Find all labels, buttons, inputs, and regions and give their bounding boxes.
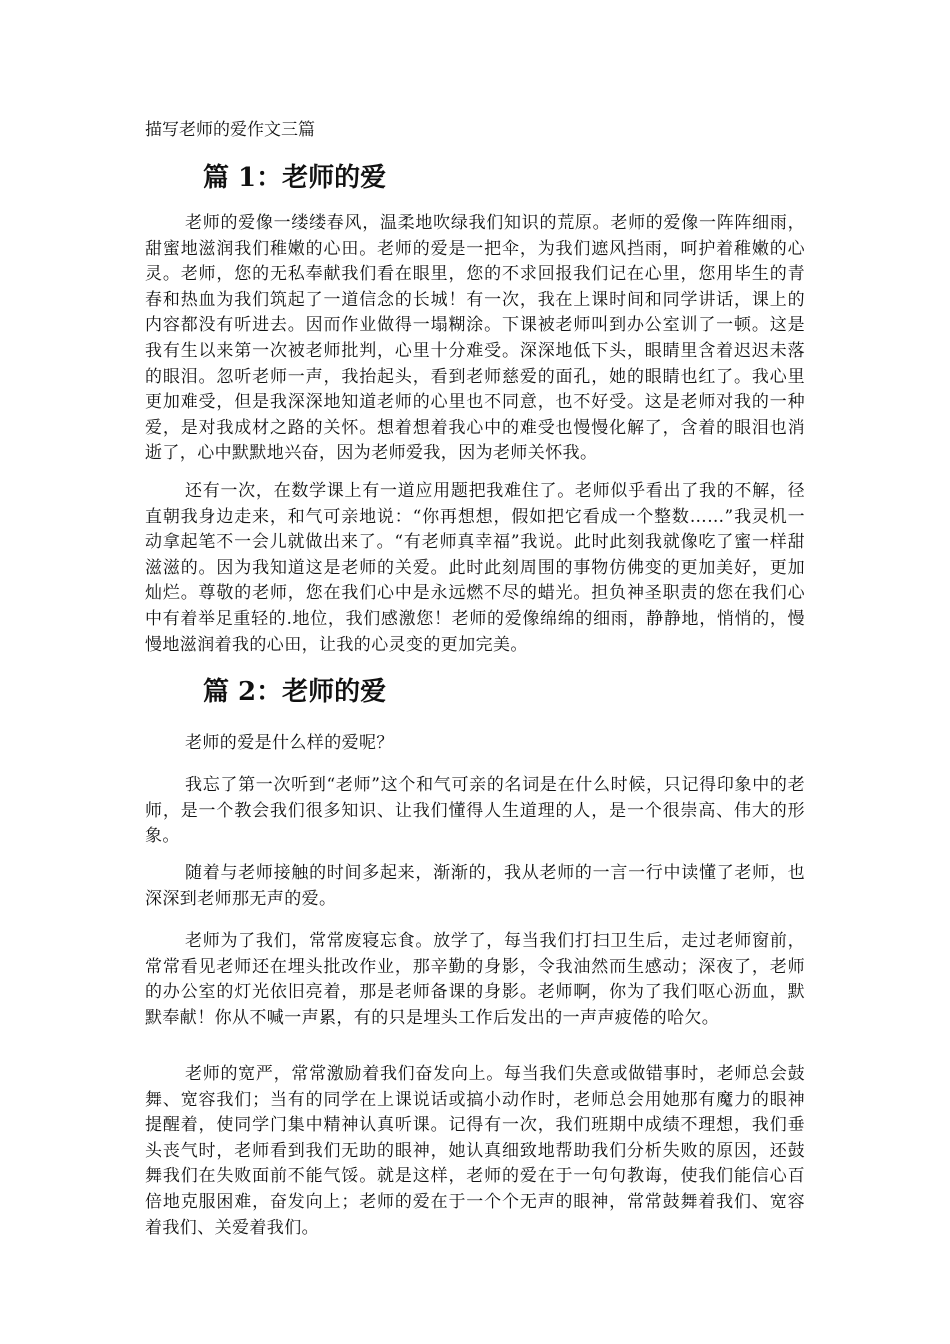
section-heading-2: 篇 2：老师的爱 [203,677,387,707]
section-2-paragraph-1: 老师的爱是什么样的爱呢？ [185,733,394,753]
section-2-paragraph-5: 老师的宽严，常常激励着我们奋发向上。每当我们失意或做错事时，老师总会鼓舞、宽容我们；当有的同学在上课说话或搞小动作时，老师总会用她那有魔力的眼神提醒着，使同学门集中精神认真听课。记得有一次，我们班期中成绩不理想，我们垂头丧气时，老师看到我们无助的眼神，她认真细致地帮助我们分析失败的原因，还鼓舞我们在失败面前不能气馁。就是这样，老师的爱在于一句句教诲，使我们能信心百倍地克服困难，奋发向上；老师的爱在于一个个无声的眼神，常常鼓舞着我们、宽容着我们、关爱着我们。 [145,1064,805,1238]
section-2-paragraph-3: 随着与老师接触的时间多起来，渐渐的，我从老师的一言一行中读懂了老师，也深深到老师那无声的爱。 [145,863,805,909]
section-heading-1: 篇 1：老师的爱 [203,163,387,193]
document-title: 描写老师的爱作文三篇 [145,120,315,140]
section-1-paragraph-1: 老师的爱像一缕缕春风，温柔地吹绿我们知识的荒原。老师的爱像一阵阵细雨，甜蜜地滋润我们稚嫩的心田。老师的爱是一把伞，为我们遮风挡雨，呵护着稚嫩的心灵。老师，您的无私奉献我们看在眼里，您的不求回报我们记在心里，您用毕生的青春和热血为我们筑起了一道信念的长城！有一次，我在上课时间和同学讲话，课上的内容都没有听进去。因而作业做得一塌糊涂。下课被老师叫到办公室训了一顿。这是我有生以来第一次被老师批判，心里十分难受。深深地低下头，眼睛里含着迟迟未落的眼泪。忽听老师一声，我抬起头，看到老师慈爱的面孔，她的眼睛也红了。我心里更加难受，但是我深深地知道老师的心里也不同意，也不好受。这是老师对我的一种爱，是对我成材之路的关怀。想着想着我心中的难受也慢慢化解了，含着的眼泪也消逝了，心中默默地兴奋，因为老师爱我，因为老师关怀我。 [145,213,805,464]
section-2-paragraph-2: 我忘了第一次听到“老师”这个和气可亲的名词是在什么时候，只记得印象中的老师，是一个教会我们很多知识、让我们懂得人生道理的人，是一个很崇高、伟大的形象。 [145,775,805,847]
section-2-paragraph-4: 老师为了我们，常常废寝忘食。放学了，每当我们打扫卫生后，走过老师窗前，常常看见老师还在埋头批改作业，那辛勤的身影，令我油然而生感动；深夜了，老师的办公室的灯光依旧亮着，那是老师备课的身影。老师啊，你为了我们呕心沥血，默默奉献！你从不喊一声累，有的只是埋头工作后发出的一声声疲倦的哈欠。 [145,931,805,1028]
section-1-paragraph-2: 还有一次，在数学课上有一道应用题把我难住了。老师似乎看出了我的不解，径直朝我身边走来，和气可亲地说：“你再想想，假如把它看成一个整数……”我灵机一动拿起笔不一会儿就做出来了。“有老师真幸福”我说。此时此刻我就像吃了蜜一样甜滋滋的。因为我知道这是老师的关爱。此时此刻周围的事物仿佛变的更加美好，更加灿烂。尊敬的老师，您在我们心中是永远燃不尽的蜡光。担负神圣职责的您在我们心中有着举足重轻的.地位，我们感激您！老师的爱像绵绵的细雨，静静地，悄悄的，慢慢地滋润着我的心田，让我的心灵变的更加完美。 [145,481,805,655]
